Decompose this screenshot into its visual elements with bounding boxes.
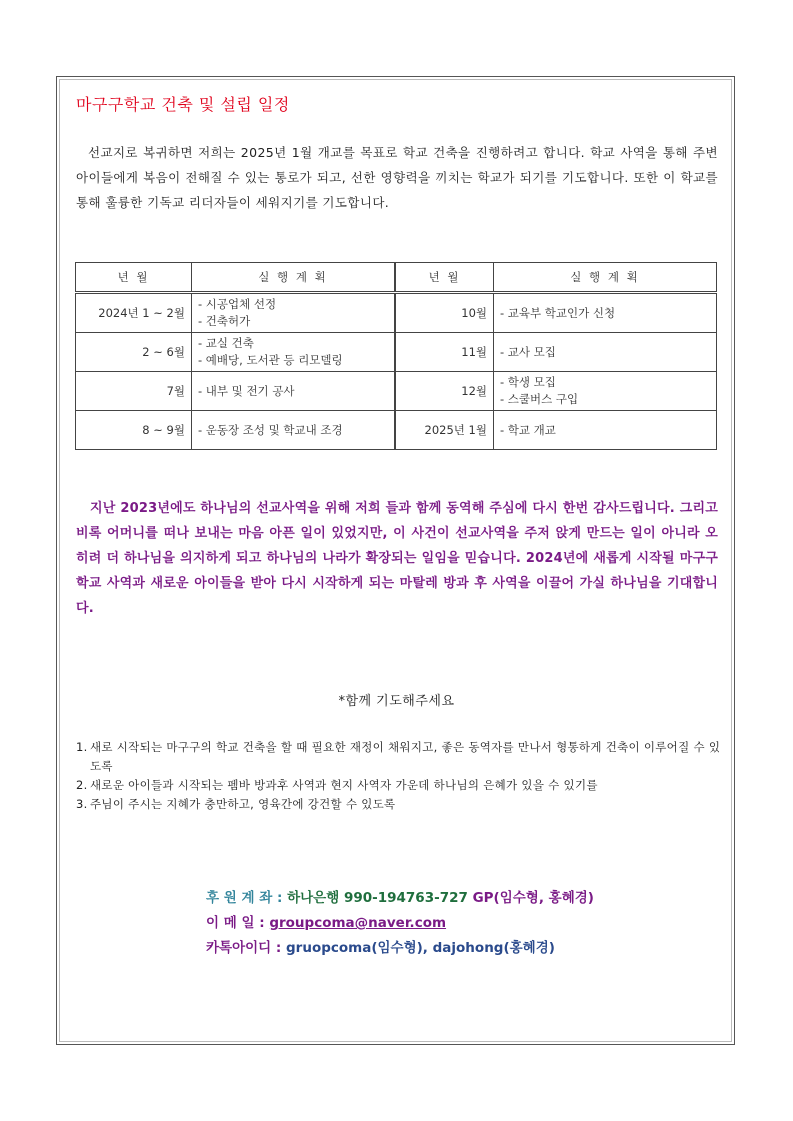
month-cell: 7월 — [76, 372, 192, 411]
prayer-number: 2. — [76, 778, 88, 792]
plan-item: - 시공업체 선정 — [198, 297, 277, 311]
header-month-1: 년 월 — [76, 263, 192, 293]
account-label: 후 원 계 좌 : — [206, 890, 283, 906]
prayer-text: 새로운 아이들과 시작되는 펨바 방과후 사역과 현지 사역자 가운데 하나님의 은혜가 있을 수 있기를 — [90, 778, 598, 792]
prayer-number: 3. — [76, 797, 88, 811]
kakao-id: gruopcoma(임수형), dajohong(홍혜경) — [286, 940, 555, 956]
table-row — [76, 333, 717, 372]
header-plan-1: 실 행 계 획 — [192, 263, 396, 293]
prayer-list — [76, 738, 726, 814]
email-label: 이 메 일 : — [206, 915, 265, 931]
plan-cell — [494, 372, 717, 411]
month-cell: 11월 — [395, 333, 494, 372]
plan-cell — [494, 293, 717, 333]
email-link[interactable]: groupcoma@naver.com — [269, 915, 447, 931]
kakao-row — [206, 936, 594, 961]
list-item — [76, 795, 726, 814]
plan-item: - 내부 및 전기 공사 — [198, 383, 295, 398]
month-cell: 2 ~ 6월 — [76, 333, 192, 372]
list-item — [76, 776, 726, 795]
table-row — [76, 411, 717, 450]
table-row — [76, 293, 717, 333]
account-holder: GP(임수형, 홍혜경) — [472, 890, 594, 906]
month-cell: 2025년 1월 — [395, 411, 494, 450]
plan-cell — [494, 333, 717, 372]
page-title: 마구구학교 건축 및 설립 일정 — [76, 95, 290, 114]
intro-text: 선교지로 복귀하면 저희는 2025년 1월 개교를 목표로 학교 건축을 진행하려고 합니다. 학교 사역을 통해 주변 아이들에게 복음이 전해질 수 있는 통로가 되고, 선한 영향력을 끼치는 학교가 되기를 기도합니다. 또한 이 학교를 통해 훌륭한 기독교 리더자들이 세워지기를 기도합니다. — [76, 145, 718, 210]
prayer-title: *함께 기도해주세요 — [338, 694, 455, 709]
table-row — [76, 372, 717, 411]
month-cell: 10월 — [395, 293, 494, 333]
account-bank: 하나은행 990-194763-727 — [287, 890, 468, 906]
plan-cell — [192, 411, 396, 450]
month-cell: 12월 — [395, 372, 494, 411]
plan-cell — [192, 372, 396, 411]
plan-item: - 운동장 조성 및 학교내 조경 — [198, 422, 343, 437]
plan-item: - 교사 모집 — [500, 344, 556, 359]
kakao-label: 카톡아이디 : — [206, 940, 282, 956]
list-item — [76, 738, 726, 776]
plan-cell — [494, 411, 717, 450]
header-plan-2: 실 행 계 획 — [494, 263, 717, 293]
prayer-number: 1. — [76, 740, 88, 754]
prayer-text: 주님이 주시는 지혜가 충만하고, 영육간에 강건할 수 있도록 — [90, 797, 396, 811]
account-row — [206, 886, 594, 911]
prayer-text: 새로 시작되는 마구구의 학교 건축을 할 때 필요한 재정이 채워지고, 좋은 동역자를 만나서 형통하게 건축이 이루어질 수 있도록 — [90, 740, 721, 773]
schedule-table — [75, 262, 717, 450]
plan-item: - 예배당, 도서관 등 리모델링 — [198, 353, 343, 367]
plan-cell — [192, 333, 396, 372]
plan-item: - 교육부 학교인가 신청 — [500, 305, 616, 320]
plan-item: - 학교 개교 — [500, 422, 556, 437]
plan-item: - 교실 건축 — [198, 336, 254, 350]
month-cell: 2024년 1 ~ 2월 — [76, 293, 192, 333]
schedule-header-row — [76, 263, 717, 293]
month-cell: 8 ~ 9월 — [76, 411, 192, 450]
intro-paragraph — [76, 140, 718, 215]
header-month-2: 년 월 — [395, 263, 494, 293]
contact-block — [206, 886, 594, 961]
plan-item: - 건축허가 — [198, 314, 251, 328]
thanks-text: 지난 2023년에도 하나님의 선교사역을 위해 저희 들과 함께 동역해 주심에 다시 한번 감사드립니다. 그리고 비록 어머니를 떠나 보내는 마음 아픈 일이 있었지만, 이 사건이 선교사역을 주저 앉게 만드는 일이 아니라 오히려 더 하나님을 의지하게 되고 하나님의 나라가 확장되는 일임을 믿습니다. 2024년에 새롭게 시작될 마구구 학교 사역과 새로운 아이들을 받아 다시 시작하게 되는 마탈레 방과 후 사역을 이끌어 가실 하나님을 기대합니다. — [76, 501, 718, 616]
plan-item: - 스쿨버스 구입 — [500, 392, 579, 406]
email-row — [206, 911, 594, 936]
thanks-paragraph — [76, 496, 718, 621]
plan-cell — [192, 293, 396, 333]
plan-item: - 학생 모집 — [500, 375, 556, 389]
